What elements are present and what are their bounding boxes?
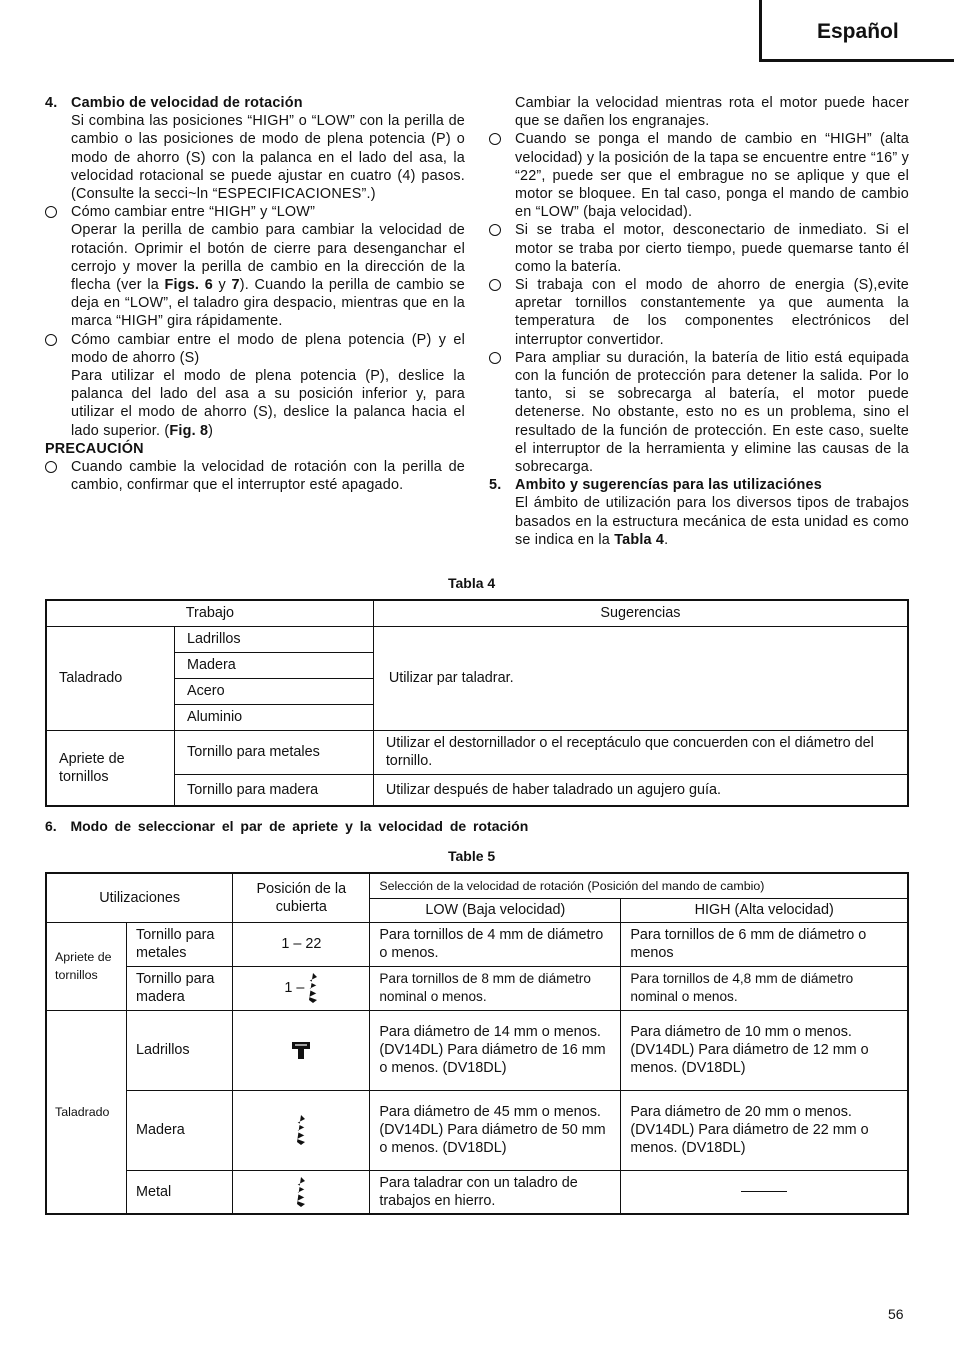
cell-r2-low: Para tornillos de 8 mm de diámetro nominal o menos. [370, 966, 621, 1010]
hammer-mode-icon [291, 1040, 311, 1060]
header-trabajo: Trabajo [46, 600, 373, 626]
cell-r1-high: Para tornillos de 6 mm de diámetro o menos [621, 922, 908, 966]
section-5-title: Ambito y sugerencías para las utilizaciónes [515, 477, 822, 494]
cell-r5-high-empty [621, 1170, 908, 1214]
cell-material: Aluminio [175, 704, 374, 730]
header-high: HIGH (Alta velocidad) [621, 898, 908, 922]
circle-bullet-icon [45, 206, 57, 218]
drill-mode-icon [296, 1175, 306, 1209]
caution-high-text: Cuando se ponga el mando de cambio en “HIGH” (alta velocidad) y la posición de la tapa se encuentre entre “16” y “22”, puede ser que el embrague no se aplique y que el motor se bloquee. En tal caso, ponga el mando de cambio en “LOW” (baja velocidad). [515, 131, 909, 221]
table-4 [45, 599, 909, 807]
bullet-high-low-title: Cómo cambiar entre “HIGH” y “LOW” [71, 204, 316, 221]
cell-tornillo-madera: Tornillo para madera [127, 966, 233, 1010]
section-6-heading [45, 818, 528, 834]
language-label: Español [817, 20, 899, 43]
cell-madera: Madera [127, 1090, 233, 1170]
pos-prefix: 1 – [284, 979, 305, 996]
bullet-power-mode [45, 331, 465, 440]
table-row [46, 600, 908, 626]
section-6-title: Modo de seleccionar el par de apriete y la velocidad de rotación [70, 818, 529, 834]
section-4-title: Cambio de velocidad de rotación [71, 95, 303, 111]
header-utilizaciones: Utilizaciones [46, 873, 233, 922]
cell-metal: Metal [127, 1170, 233, 1214]
section-4 [45, 94, 465, 203]
circle-bullet-icon [45, 461, 57, 473]
caution-save-mode [489, 276, 909, 349]
header-seleccion: Selección de la velocidad de rotación (Posición del mando de cambio) [370, 873, 908, 898]
cell-material: Acero [175, 678, 374, 704]
table-5 [45, 872, 909, 1215]
caution-battery-text: Para ampliar su duración, la batería de litio está equipada con la función de protección para detener la salida. Por lo tanto, si se sobrecarga al batería, el motor puede detenerse. No obstante, esto no es un problema, sino el resultado de la función de protección. En este caso, suelte el interruptor de la herramienta y elimine las causas de la sobrecarga. [515, 349, 909, 476]
dash-line [741, 1191, 787, 1192]
cell-ladrillos: Ladrillos [127, 1010, 233, 1090]
cell-tornillo-madera-sugerencia: Utilizar después de haber taladrado un agujero guía. [373, 774, 908, 806]
section-5 [489, 476, 909, 549]
cell-tornillo-madera: Tornillo para madera [175, 774, 374, 806]
table-row [46, 730, 908, 774]
table-row [46, 1010, 908, 1090]
header-posicion: Posición de la cubierta [233, 873, 370, 922]
cell-r4-low: Para diámetro de 45 mm o menos. (DV14DL) Para diámetro de 50 mm o menos. (DV18DL) [370, 1090, 621, 1170]
caution-battery [489, 349, 909, 476]
table-row [46, 774, 908, 806]
cell-apriete: Apriete de tornillos [46, 730, 175, 806]
table-row [46, 626, 908, 652]
circle-bullet-icon [489, 352, 501, 364]
caution-continued: Cambiar la velocidad mientras rota el motor puede hacer que se dañen los engranajes. [515, 95, 909, 130]
left-column [45, 94, 465, 494]
section-4-body: Si combina las posiciones “HIGH” o “LOW” con la perilla de cambio o las posiciones de modo de plena potencia (P) o modo de ahorro (S) con la palanca en el lado del asa, la velocidad rotacional se puede ajustar en cuatro (4) pasos. (Consulte la secci~ln “ESPECIFICACIONES”.) [71, 113, 465, 203]
section-4-number: 4. [45, 95, 58, 111]
cell-apriete: Apriete de tornillos [46, 922, 127, 1010]
cell-hammer-pos [233, 1010, 370, 1090]
table-row [46, 873, 908, 898]
table-row [46, 1090, 908, 1170]
cell-taladrado: Taladrado [46, 626, 175, 730]
table-5-caption: Table 5 [448, 848, 496, 864]
right-column [489, 94, 909, 549]
table-row [46, 966, 908, 1010]
bullet-high-low [45, 203, 465, 330]
drill-mode-icon [296, 1115, 306, 1145]
section-5-number: 5. [489, 477, 502, 494]
drill-mode-icon [308, 973, 318, 1003]
cell-pos-1-22: 1 – 22 [233, 922, 370, 966]
cell-r3-high: Para diámetro de 10 mm o menos. (DV14DL) Para diámetro de 12 mm o menos. (DV18DL) [621, 1010, 908, 1090]
circle-bullet-icon [489, 279, 501, 291]
cell-r4-high: Para diámetro de 20 mm o menos. (DV14DL) Para diámetro de 22 mm o menos. (DV18DL) [621, 1090, 908, 1170]
cell-drill-pos [233, 1170, 370, 1214]
cell-tornillo-metales-sugerencia: Utilizar el destornillador o el receptáculo que concuerden con el diámetro del tornillo. [373, 730, 908, 774]
precaucion-heading: PRECAUCIÓN [45, 440, 144, 457]
cell-material: Madera [175, 652, 374, 678]
caution-motor-lock-text: Si se traba el motor, desconectario de inmediato. Si el motor se traba por cierto tiempo, puede quemarse tanto él como la batería. [515, 222, 909, 275]
caution-high [489, 130, 909, 221]
header-low: LOW (Baja velocidad) [370, 898, 621, 922]
table-row [46, 1170, 908, 1214]
cell-pos-drill [233, 966, 370, 1010]
cell-taladrado: Taladrado [46, 1010, 127, 1214]
cell-tornillo-metales: Tornillo para metales [127, 922, 233, 966]
cell-tornillo-metales: Tornillo para metales [175, 730, 374, 774]
section-5-body: El ámbito de utilización para los diversos tipos de trabajos basados en la estructura mecánica de esta unidad es como se indica en la Tabla 4. [515, 495, 909, 548]
cell-r1-low: Para tornillos de 4 mm de diámetro o menos. [370, 922, 621, 966]
caution-motor-lock [489, 221, 909, 276]
language-tab [759, 0, 954, 62]
bullet-power-mode-body: Para utilizar el modo de plena potencia (P), deslice la palanca del lado del asa a su posición inferior y, para utilizar el modo de ahorro (S), deslice la palanca hacia el lado superior. (Fig. 8) [71, 368, 465, 439]
cell-r5-low: Para taladrar con un taladro de trabajos en hierro. [370, 1170, 621, 1214]
caution-save-mode-text: Si trabaja con el modo de ahorro de energia (S),evite apretar tornillos constantemente ya que aumenta la temperatura de los componentes electrónicos del interruptor convertidor. [515, 277, 909, 348]
bullet-caution [45, 458, 465, 494]
circle-bullet-icon [489, 224, 501, 236]
circle-bullet-icon [489, 133, 501, 145]
section-6-number: 6. [45, 818, 57, 834]
cell-taladrado-sugerencia: Utilizar par taladrar. [373, 626, 908, 730]
cell-material: Ladrillos [175, 626, 374, 652]
header-sugerencias: Sugerencias [373, 600, 908, 626]
page-number: 56 [888, 1306, 904, 1322]
cell-r2-high: Para tornillos de 4,8 mm de diámetro nominal o menos. [621, 966, 908, 1010]
table-row [46, 922, 908, 966]
bullet-high-low-body: Operar la perilla de cambio para cambiar la velocidad de rotación. Oprimir el botón de cierre para desenganchar el cerrojo y mover la perilla de cambio en la dirección de la flecha (ver la Figs. 6 y 7). Cuando la perilla de cambio se deja en “LOW”, el taladro gira despacio, mientras que en la marca “HIGH” gira rápidamente. [71, 222, 465, 330]
cell-drill-pos [233, 1090, 370, 1170]
bullet-caution-body: Cuando cambie la velocidad de rotación con la perilla de cambio, confirmar que el interruptor esté apagado. [71, 459, 465, 494]
bullet-power-mode-title: Cómo cambiar entre el modo de plena potencia (P) y el modo de ahorro (S) [71, 331, 465, 366]
table-4-caption: Tabla 4 [448, 575, 496, 591]
cell-r3-low: Para diámetro de 14 mm o menos. (DV14DL) Para diámetro de 16 mm o menos. (DV18DL) [370, 1010, 621, 1090]
circle-bullet-icon [45, 334, 57, 346]
